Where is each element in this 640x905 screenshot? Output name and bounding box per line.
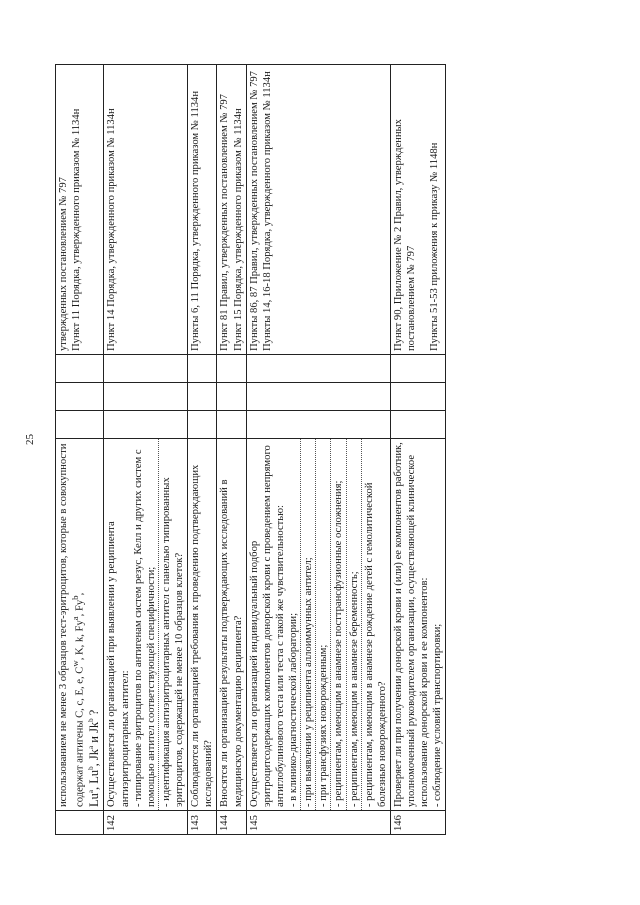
- answer-no-cell: [390, 383, 446, 411]
- question-cell: использованием не менее 3 образцов тест-эритроцитов, которые в совокупности содержат антигены C, c, E, e, $C^w$, K, k, Fy$^a$, Fy$^b$, Lu$^a$, Lu$^b$, Jk$^a$ и Jk$^b$ ?: [56, 439, 104, 811]
- reference-line: Пункт 15 Порядка, утвержденного приказом № 1134н: [232, 108, 244, 351]
- answer-na-cell: [188, 355, 217, 383]
- question-text: Осуществляется ли организацией при выявлении у реципиента антиэритроцитарных антител:: [106, 521, 131, 807]
- table-row: [390, 65, 446, 835]
- answer-yes-cell: [56, 411, 104, 439]
- reference-line: утвержденных постановлением № 797: [58, 177, 69, 351]
- answer-yes-cell: [217, 411, 246, 439]
- reference-cell: [188, 65, 217, 355]
- antigen-list: Lu$^a$, Lu$^b$, Jk$^a$ и Jk$^b$ ?: [86, 709, 101, 807]
- answer-na-cell: [56, 355, 104, 383]
- sub-item: - реципиентам, имеющим в анамнезе беременность;: [346, 439, 361, 810]
- page-number: 25: [24, 434, 36, 445]
- question-cell: [188, 439, 217, 811]
- table-row: [217, 65, 246, 835]
- row-number: 144: [217, 811, 246, 835]
- answer-yes-cell: [246, 411, 390, 439]
- table-row: [56, 65, 104, 835]
- reference-line: Пункты 86, 87 Правил, утвержденных постановлением № 797: [248, 71, 260, 351]
- question-text: Соблюдаются ли организацией требования к проведению подтверждающих исследований?: [190, 464, 215, 807]
- question-text: Проверяет ли при получении донорской крови и (или) ее компонентов работник, уполномоченный руководителем организации, осуществляющей клиническое использование донорской крови и ее компонентов:: [392, 442, 431, 807]
- reference-line: Пункты 6, 11 Порядка, утвержденного приказом № 1134н: [190, 90, 202, 351]
- reference-cell: [246, 65, 390, 355]
- table-row: [104, 65, 188, 835]
- sub-item: - типирование эритроцитов по антигенам систем резус, Келл и других систем с помощью антител соответствующей специфичности;: [132, 449, 157, 807]
- reference-line: Пункты 14, 16-18 Порядка, утвержденного приказом № 1134н: [261, 71, 273, 351]
- answer-no-cell: [56, 383, 104, 411]
- question-cell: [104, 439, 188, 811]
- rotated-table-area: [55, 65, 615, 835]
- row-number: 146: [390, 811, 446, 835]
- answer-yes-cell: [188, 411, 217, 439]
- sub-item: - при трансфузиях новорожденным;: [315, 439, 330, 810]
- row-number: 143: [188, 811, 217, 835]
- answer-na-cell: [104, 355, 188, 383]
- answer-no-cell: [246, 383, 390, 411]
- answer-no-cell: [188, 383, 217, 411]
- question-text: Осуществляется ли организацией индивидуальный подбор эритроцитсодержащих компонентов донорской крови с проведением непрямого антиглобулинового теста или теста с такой же чувствительностью:: [248, 445, 286, 807]
- row-number: 145: [246, 811, 390, 835]
- sub-item: - в клинико-диагностической лаборатории;: [288, 612, 300, 807]
- sub-item: - реципиентам, имеющим в анамнезе посттрансфузионные осложнения;: [330, 439, 345, 810]
- reference-cell: [104, 65, 188, 355]
- sub-item: - идентификация антиэритроцитарных антител с панелью типированных эритроцитов, содержащей не менее 10 образцов клеток?: [158, 439, 186, 810]
- sub-item: - соблюдение условий транспортировки;: [432, 623, 444, 807]
- reference-cell: [217, 65, 246, 355]
- row-number: 142: [104, 811, 188, 835]
- answer-no-cell: [217, 383, 246, 411]
- answer-no-cell: [104, 383, 188, 411]
- question-cell: [217, 439, 246, 811]
- reference-line: Пункт 81 Правил, утвержденных постановлением № 797: [219, 94, 231, 351]
- answer-na-cell: [390, 355, 446, 383]
- sub-item: - реципиентам, имеющим в анамнезе рождение детей с гемолитической болезнью новорожденного?: [361, 439, 389, 810]
- question-cell: [246, 439, 390, 811]
- reference-cell: [56, 65, 104, 355]
- sub-item: - при выявлении у реципиента аллоиммунных антител;: [300, 439, 315, 810]
- reference-spacer: [418, 68, 428, 351]
- table-row: [188, 65, 217, 835]
- reference-line: Пункт 14 Порядка, утвержденного приказом № 1134н: [106, 108, 118, 351]
- reference-line: Пункты 51-53 приложения к приказу № 1148н: [429, 142, 441, 351]
- reference-line: Пункт 90, Приложение № 2 Правил, утвержденных постановлением № 797: [392, 119, 418, 351]
- answer-yes-cell: [390, 411, 446, 439]
- checklist-table: [55, 64, 446, 835]
- question-text: Вносятся ли организацией результаты подтверждающих исследований в медицинскую документацию реципиента?: [219, 479, 244, 807]
- reference-cell: [390, 65, 446, 355]
- answer-na-cell: [217, 355, 246, 383]
- question-text: использованием не менее 3 образцов тест-эритроцитов, которые в совокупности содержат антигены C, c, E, e, C: [58, 443, 86, 807]
- reference-line: Пункт 11 Порядка, утвержденного приказом № 1134н: [71, 108, 83, 351]
- question-cell: [390, 439, 446, 811]
- table-row: [246, 65, 390, 835]
- answer-na-cell: [246, 355, 390, 383]
- row-number: [56, 811, 104, 835]
- answer-yes-cell: [104, 411, 188, 439]
